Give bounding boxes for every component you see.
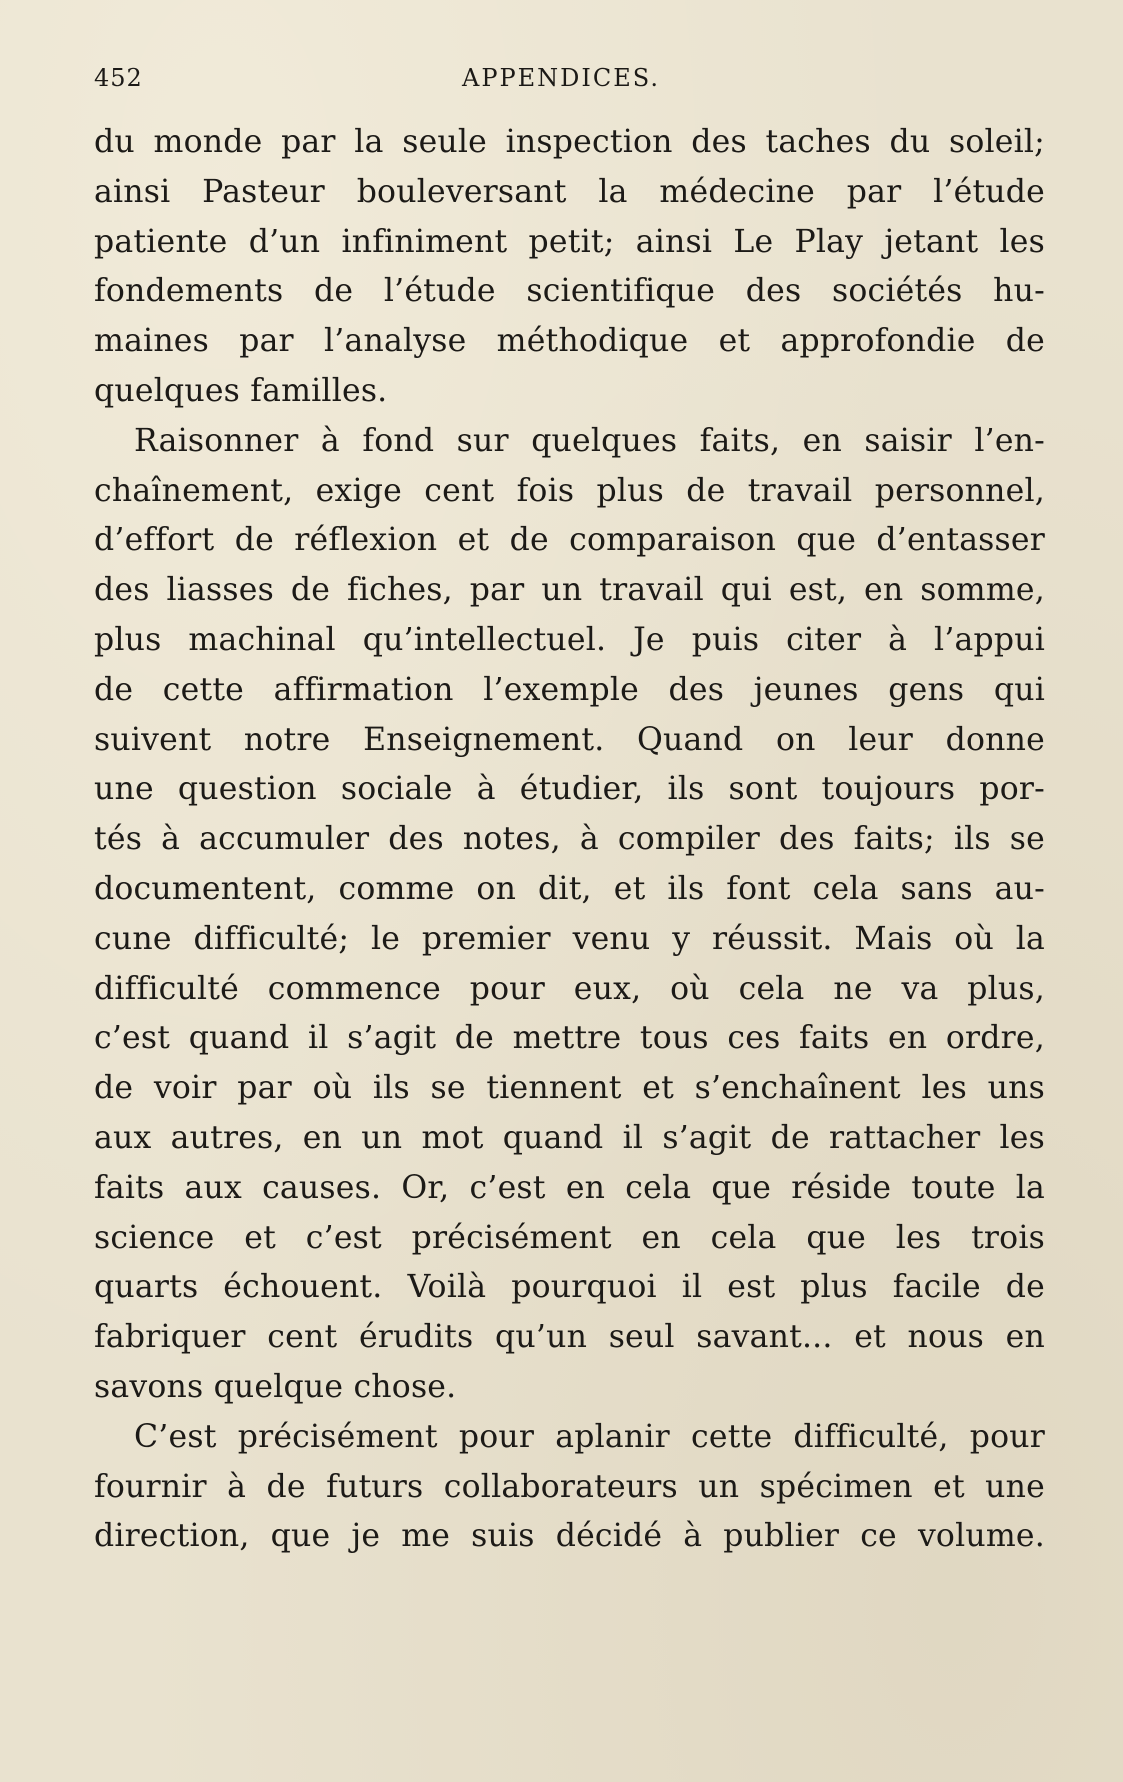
text-line: de voir par où ils se tiennent et s’enchaînent les uns <box>94 1070 1045 1107</box>
text-line: plus machinal qu’intellectuel. Je puis citer à l’appui <box>94 621 1045 658</box>
text-line: quarts échouent. Voilà pourquoi il est plus facile de <box>94 1269 1045 1306</box>
text-line: chaînement, exige cent fois plus de travail personnel, <box>94 472 1045 509</box>
text-line: fournir à de futurs collaborateurs un spécimen et une <box>94 1468 1045 1505</box>
text-line: maines par l’analyse méthodique et approfondie de <box>94 323 1045 360</box>
text-line: une question sociale à étudier, ils sont toujours por- <box>94 771 1045 808</box>
text-line: patiente d’un infiniment petit; ainsi Le Play jetant les <box>94 223 1045 260</box>
text-line: aux autres, en un mot quand il s’agit de rattacher les <box>94 1119 1045 1156</box>
text-line: documentent, comme on dit, et ils font cela sans au- <box>94 870 1045 907</box>
text-line: c’est quand il s’agit de mettre tous ces faits en ordre, <box>94 1020 1045 1057</box>
text-line: faits aux causes. Or, c’est en cela que réside toute la <box>94 1169 1045 1206</box>
running-title: APPENDICES. <box>462 64 660 92</box>
text-line: quelques familles. <box>94 372 388 409</box>
text-line: fabriquer cent érudits qu’un seul savant... et nous en <box>94 1319 1045 1356</box>
running-head <box>92 56 1042 96</box>
text-line: fondements de l’étude scientifique des sociétés hu- <box>94 273 1045 310</box>
text-line: ainsi Pasteur bouleversant la médecine par l’étude <box>94 173 1045 210</box>
text-line: suivent notre Enseignement. Quand on leur donne <box>94 721 1045 758</box>
text-line: du monde par la seule inspection des taches du soleil; <box>94 124 1045 160</box>
text-line: cune difficulté; le premier venu y réussit. Mais où la <box>94 920 1045 957</box>
body-text <box>94 118 1045 1562</box>
text-line: direction, que je me suis décidé à publier ce volume. <box>94 1518 1045 1555</box>
text-line: Raisonner à fond sur quelques faits, en saisir l’en- <box>134 422 1045 459</box>
text-line: des liasses de fiches, par un travail qui est, en somme, <box>94 572 1045 609</box>
text-line: science et c’est précisément en cela que les trois <box>94 1219 1045 1256</box>
text-line: savons quelque chose. <box>94 1368 457 1405</box>
text-line: tés à accumuler des notes, à compiler des faits; ils se <box>94 821 1045 858</box>
page-number: 452 <box>94 64 143 92</box>
text-line: difficulté commence pour eux, où cela ne va plus, <box>94 970 1045 1007</box>
text-line: C’est précisément pour aplanir cette difficulté, pour <box>134 1418 1045 1455</box>
text-line: de cette affirmation l’exemple des jeunes gens qui <box>94 671 1045 708</box>
text-line: d’effort de réflexion et de comparaison que d’entasser <box>94 522 1045 559</box>
